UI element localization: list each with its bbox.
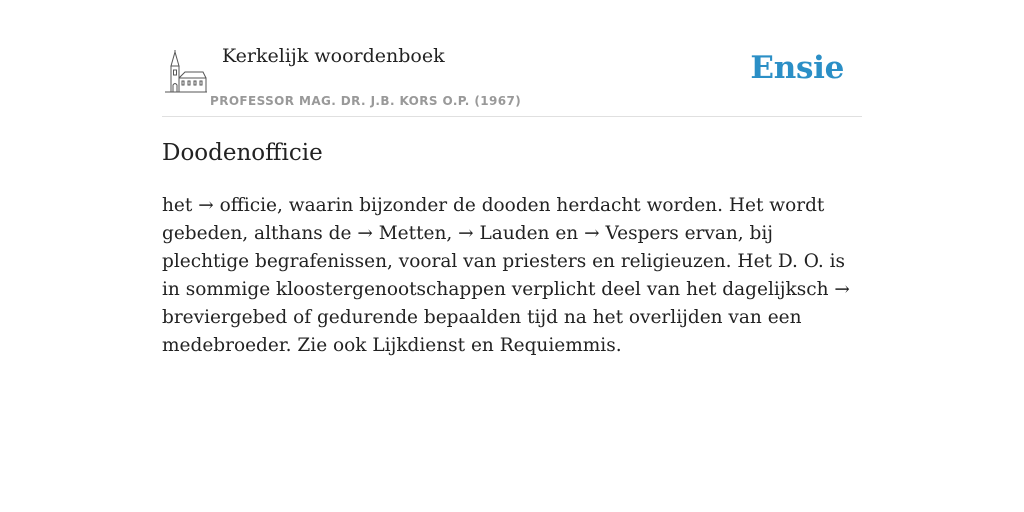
definition-text: Metten, <box>372 223 459 244</box>
author-credit: PROFESSOR MAG. DR. J.B. KORS O.P. (1967) <box>210 94 522 108</box>
arrow-icon: → <box>198 195 214 216</box>
entry-term: Doodenofficie <box>162 140 323 166</box>
definition-text: Lauden en <box>473 223 585 244</box>
church-icon[interactable] <box>165 50 207 94</box>
entry-definition <box>162 192 862 360</box>
definition-text: breviergebed of gedurende bepaalden tijd na het overlijden van een medebroeder. Zie ook Lijkdienst en Requiemmis. <box>162 307 802 356</box>
book-title-link[interactable]: Kerkelijk woordenboek <box>222 45 445 67</box>
definition-text: het <box>162 195 199 216</box>
arrow-icon: → <box>834 279 850 300</box>
brand-logo[interactable]: Ensie <box>750 50 844 86</box>
definition-text: officie, waarin bijzonder de dooden herdacht worden. Het wordt gebeden, althans de <box>162 195 825 244</box>
arrow-icon: → <box>584 223 600 244</box>
header <box>162 0 862 117</box>
definition-text: Vespers ervan, bij plechtige begrafenissen, vooral van priesters en religieuzen. Het D. O. is in sommige kloostergenootschappen verplicht deel van het dagelijksch <box>162 223 846 300</box>
arrow-icon: → <box>357 223 373 244</box>
page <box>162 0 862 512</box>
arrow-icon: → <box>458 223 474 244</box>
